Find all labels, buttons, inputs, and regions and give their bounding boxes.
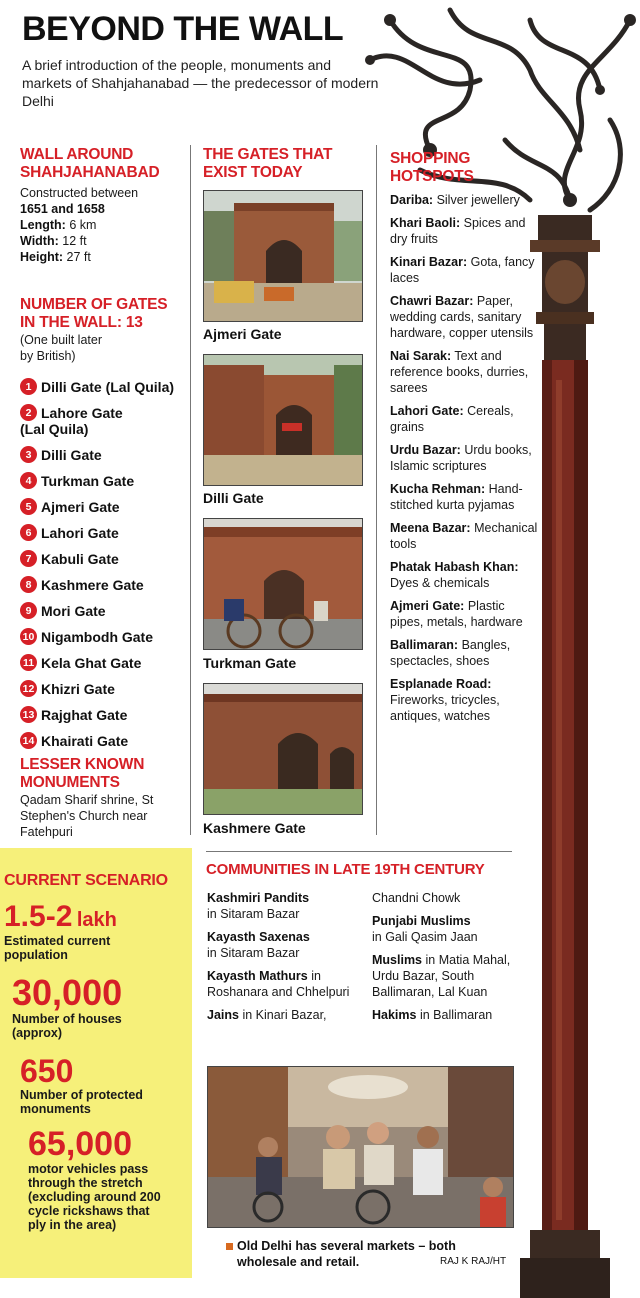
wall-length-label: Length: (20, 218, 66, 232)
gate-item (20, 628, 190, 645)
stat-unit: lakh (76, 909, 117, 931)
wall-section (20, 146, 188, 265)
gate-number: 6 (20, 524, 37, 541)
shopping-item: Ballimaran: Bangles, spectacles, shoes (390, 638, 511, 668)
shopping-item: Khari Baoli: Spices and dry fruits (390, 216, 526, 246)
gate-item (20, 378, 190, 395)
community-item: Punjabi Muslims in Gali Qasim Jaan (372, 914, 478, 944)
gate-name: Rajghat Gate (41, 706, 128, 723)
gate-item (20, 472, 190, 489)
community-item: Kashmiri Pandits in Sitaram Bazar (207, 891, 310, 921)
gate-name: Nigambodh Gate (41, 628, 154, 645)
gates-count-heading: NUMBER OF GATES (20, 296, 168, 313)
gate-number: 13 (20, 706, 37, 723)
gate-item (20, 404, 190, 421)
gates-count-note: (One built later (20, 333, 102, 347)
gate-item (20, 550, 190, 567)
gate-name: Dilli Gate (41, 446, 102, 463)
lesser-text: Stephen's Church near (20, 809, 148, 823)
wall-height-label: Height: (20, 250, 64, 264)
stat-label: Number of houses (12, 1012, 122, 1026)
column-divider (190, 145, 191, 835)
lesser-heading: MONUMENTS (20, 774, 120, 791)
shopping-item: Kucha Rehman: Hand-stitched kurta pyjamas (390, 482, 523, 512)
photo-caption: Turkman Gate (203, 655, 297, 671)
lesser-text: Qadam Sharif shrine, St (20, 793, 154, 807)
gate-item (20, 498, 190, 515)
gate-name: Dilli Gate (Lal Quila) (41, 378, 175, 395)
stat-value: 650 (20, 1053, 74, 1089)
gate-name: Ajmeri Gate (41, 498, 120, 515)
scenario-stat (20, 1054, 143, 1116)
communities-heading: COMMUNITIES IN LATE 19TH CENTURY (206, 861, 485, 878)
gate-item (20, 446, 190, 463)
gate-item (20, 732, 190, 749)
stat-value: 1.5-2 (4, 900, 73, 933)
lesser-monuments-section (20, 756, 188, 840)
gate-number: 11 (20, 654, 37, 671)
shopping-item: Urdu Bazar: Urdu books, Islamic scriptures (390, 443, 532, 473)
gates-exist-heading: EXIST TODAY (203, 164, 303, 181)
gate-item (20, 602, 190, 619)
gate-name: Lahori Gate (41, 524, 119, 541)
scenario-heading: CURRENT SCENARIO (4, 872, 168, 889)
gates-exist-section (203, 146, 373, 182)
shopping-item: Nai Sarak: Text and reference books, durries, sarees (390, 349, 529, 395)
shopping-item: Esplanade Road: Fireworks, tricycles, antiques, watches (390, 677, 500, 723)
photo-caption: Kashmere Gate (203, 820, 306, 836)
wall-height-value: 27 ft (66, 250, 91, 264)
scenario-stat (12, 974, 122, 1040)
communities-rule (206, 851, 512, 852)
shopping-heading: SHOPPING (390, 150, 471, 167)
gate-number: 9 (20, 602, 37, 619)
gate-number: 10 (20, 628, 37, 645)
lesser-text: Fatehpuri (20, 825, 73, 839)
community-item: Kayasth Mathurs in Roshanara and Chhelpuri (207, 969, 350, 999)
kashmere-gate-photo (203, 683, 363, 815)
shopping-item: Chawri Bazar: Paper, wedding cards, sanitary hardware, copper utensils (390, 294, 534, 340)
gate-name: Mori Gate (41, 602, 106, 619)
gate-name: Turkman Gate (41, 472, 135, 489)
turkman-gate-photo (203, 518, 363, 650)
stat-value: 65,000 (28, 1125, 132, 1163)
community-item: Muslims in Matia Mahal, Urdu Bazar, South Ballimaran, Lal Kuan (372, 953, 511, 999)
gate-item (20, 576, 190, 593)
shopping-section (390, 150, 540, 731)
gate-item (20, 706, 190, 723)
photo-caption: Dilli Gate (203, 490, 264, 506)
gate-number: 5 (20, 498, 37, 515)
communities-right (372, 890, 512, 1030)
gate-number: 14 (20, 732, 37, 749)
gates-list (20, 378, 190, 758)
scenario-stat (4, 900, 117, 962)
gate-number: 7 (20, 550, 37, 567)
gate-number: 3 (20, 446, 37, 463)
gate-name: Kabuli Gate (41, 550, 119, 567)
stat-label: through the stretch (28, 1176, 143, 1190)
stat-label: motor vehicles pass (28, 1162, 149, 1176)
shopping-list (390, 192, 540, 724)
caption-text: Old Delhi has several markets – both (237, 1239, 456, 1253)
caption-text: wholesale and retail. (237, 1255, 360, 1269)
shopping-item: Phatak Habash Khan: Dyes & chemicals (390, 560, 519, 590)
shopping-item: Meena Bazar: Mechanical tools (390, 521, 538, 551)
dilli-gate-photo (203, 354, 363, 486)
gate-number: 1 (20, 378, 37, 395)
stat-footnote: ply in the area) (28, 1218, 117, 1232)
shopping-heading: HOTSPOTS (390, 168, 474, 185)
lesser-heading: LESSER KNOWN (20, 756, 145, 773)
stat-label: Estimated current (4, 934, 111, 948)
stat-label: population (4, 948, 68, 962)
wall-constructed-value: 1651 and 1658 (20, 202, 105, 216)
gate-name: (Lal Quila) (20, 421, 89, 437)
gate-number: 12 (20, 680, 37, 697)
gates-count-note: by British) (20, 349, 76, 363)
photo-credit: RAJ K RAJ/HT (440, 1256, 507, 1267)
photo-caption: Ajmeri Gate (203, 326, 282, 342)
gates-count-section (20, 296, 188, 364)
stat-value: 30,000 (12, 972, 123, 1013)
shopping-item: Dariba: Silver jewellery (390, 193, 520, 207)
gate-item (20, 680, 190, 697)
stat-label: (approx) (12, 1026, 62, 1040)
gate-name: Lahore Gate (41, 404, 123, 421)
shopping-item: Kinari Bazar: Gota, fancy laces (390, 255, 535, 285)
gate-name: Kela Ghat Gate (41, 654, 142, 671)
communities-left (207, 890, 357, 1030)
scenario-stat (28, 1126, 161, 1232)
gate-number: 4 (20, 472, 37, 489)
page-title: BEYOND THE WALL (22, 10, 344, 48)
column-divider (376, 145, 377, 835)
shopping-item: Lahori Gate: Cereals, grains (390, 404, 514, 434)
wall-heading: WALL AROUND (20, 146, 134, 163)
gates-count-heading: IN THE WALL: 13 (20, 314, 143, 331)
gate-item-continued (20, 421, 190, 437)
intro-text: A brief introduction of the people, monuments and markets of Shahjahanabad — the predecessor of modern Delhi (22, 57, 379, 109)
community-item: Chandni Chowk (372, 891, 461, 905)
wall-length-value: 6 km (69, 218, 97, 232)
ajmeri-gate-photo (203, 190, 363, 322)
stat-label: monuments (20, 1102, 91, 1116)
gate-number: 2 (20, 404, 37, 421)
gates-exist-heading: THE GATES THAT (203, 146, 333, 163)
gate-item (20, 654, 190, 671)
market-photo (207, 1066, 514, 1228)
stat-label: Number of protected (20, 1088, 143, 1102)
community-item: Jains in Kinari Bazar, (207, 1008, 327, 1022)
bullet-square (226, 1243, 233, 1250)
community-item: Kayasth Saxenas in Sitaram Bazar (207, 930, 310, 960)
wall-width-label: Width: (20, 234, 59, 248)
community-item: Hakims in Ballimaran (372, 1008, 493, 1022)
stat-footnote: cycle rickshaws that (28, 1204, 150, 1218)
gate-name: Khairati Gate (41, 732, 129, 749)
gate-number: 8 (20, 576, 37, 593)
wall-constructed-label: Constructed between (20, 186, 139, 200)
wall-width-value: 12 ft (62, 234, 87, 248)
gate-name: Khizri Gate (41, 680, 115, 697)
gate-item (20, 524, 190, 541)
stat-footnote: (excluding around 200 (28, 1190, 161, 1204)
shopping-item: Ajmeri Gate: Plastic pipes, metals, hardware (390, 599, 523, 629)
current-scenario-box (0, 848, 192, 1278)
gate-name: Kashmere Gate (41, 576, 144, 593)
wall-heading: SHAHJAHANABAD (20, 164, 160, 181)
